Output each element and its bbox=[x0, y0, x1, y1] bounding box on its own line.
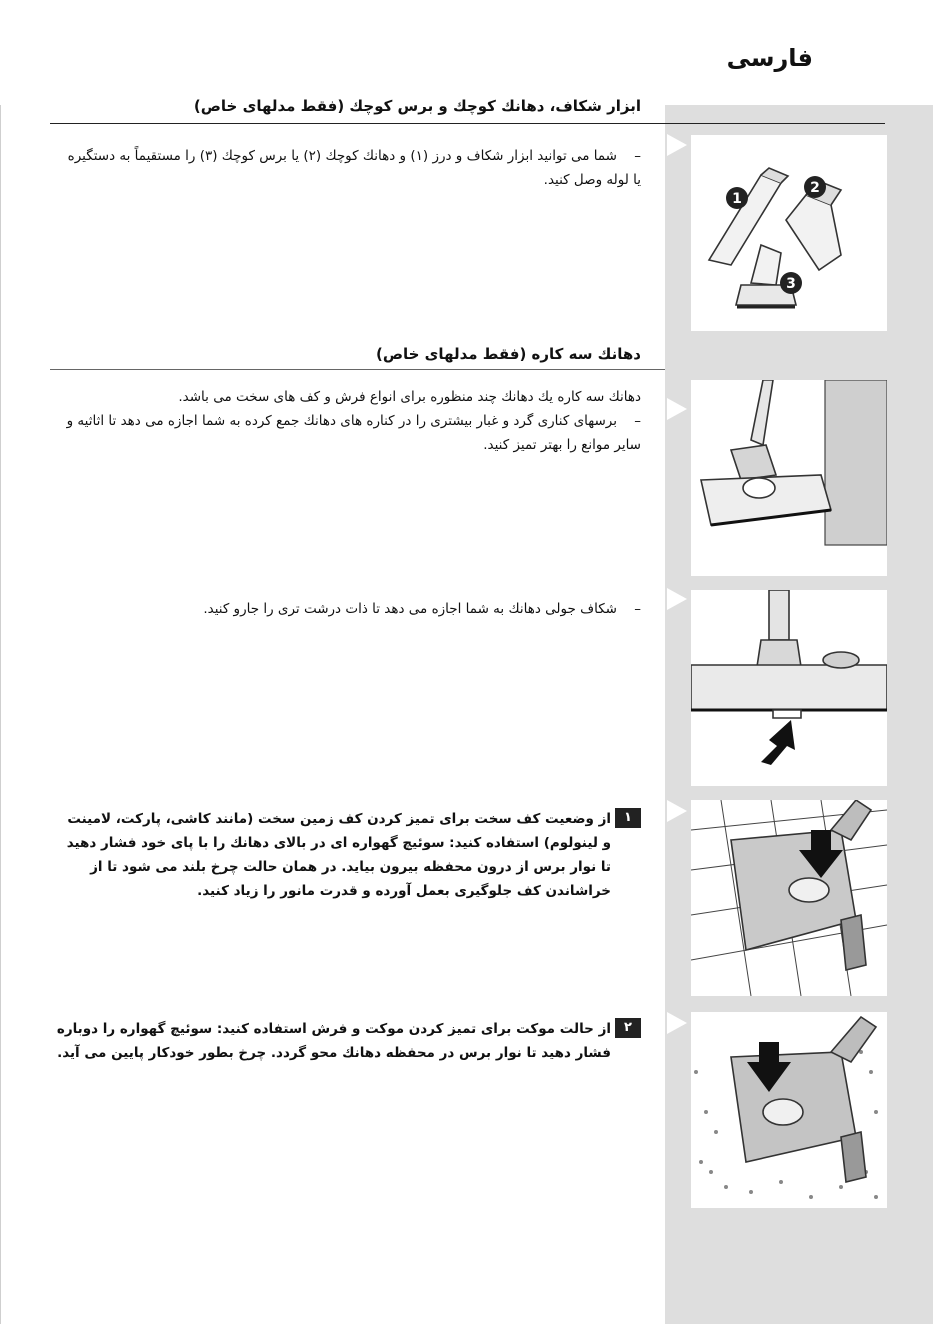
step1-text: از وضعیت كف سخت برای تمیز كردن كف زمین سخت (مانند كاشی، پاركت، لامینت و لینولوم) استفاده كنید: سوئیچ گهواره ای در بالای دهانك را با پای خود فشار دهید تا نوار برس از درون محفظه بیرون بیاید. در همان حالت چرخ بلند می شود تا از خراشاندن كف جلوگیری بعمل آورده و قدرت مانور را زیاد كنید. bbox=[66, 811, 611, 899]
language-title: فارسی bbox=[726, 44, 813, 72]
section2-bullet2 bbox=[66, 597, 641, 621]
bullet-dash: – bbox=[634, 148, 641, 164]
panel-pointer bbox=[667, 398, 687, 420]
step2-text: از حالت موكت برای تمیز كردن موكت و فرش استفاده كنید: سوئیچ گهواره را دوباره فشار دهید تا نوار برس در محفظه دهانك محو گردد. چرخ بطور خودكار پایین می آید. bbox=[56, 1021, 611, 1061]
hard-floor-illustration bbox=[691, 800, 887, 996]
section1-heading: ابزار شكاف، دهانك كوچك و برس كوچك (فقط مدلهای خاص) bbox=[193, 97, 641, 115]
nozzle-side-illustration bbox=[691, 380, 887, 576]
accessories-illustration bbox=[691, 135, 887, 331]
left-margin-line bbox=[0, 105, 1, 1324]
panel-pointer bbox=[667, 800, 687, 822]
section2-bullet1 bbox=[56, 409, 641, 457]
callout-1: 1 bbox=[732, 191, 742, 207]
nozzle-front-illustration bbox=[691, 590, 887, 786]
section2-intro: دهانك سه كاره یك دهانك چند منظوره برای انواع فرش و كف های سخت می باشد. bbox=[178, 389, 641, 405]
section2-rule bbox=[50, 369, 665, 370]
step1-number: ۱ bbox=[615, 808, 641, 828]
callout-3: 3 bbox=[786, 276, 796, 292]
bullet-dash: – bbox=[634, 413, 641, 429]
section2-heading: دهانك سه كاره (فقط مدلهای خاص) bbox=[375, 345, 641, 363]
section1-bullet-text: شما می توانید ابزار شكاف و درز (۱) و دهانك كوچك (۲) یا برس كوچك (۳) را مستقیماً به دستگیره یا لوله وصل كنید. bbox=[67, 148, 641, 188]
section2-bullet1-text: برسهای كناری گرد و غبار بیشتری را در كناره های دهانك جمع كرده به شما اجازه می دهد تا اثاثیه و سایر موانع را بهتر تمیز كنید. bbox=[66, 413, 641, 453]
callout-2: 2 bbox=[810, 180, 820, 196]
section1-bullet bbox=[66, 144, 641, 192]
carpet-illustration bbox=[691, 1012, 887, 1208]
panel-pointer bbox=[667, 1012, 687, 1034]
section1-rule bbox=[50, 123, 885, 124]
panel-pointer bbox=[667, 588, 687, 610]
bullet-dash: – bbox=[634, 601, 641, 617]
step2-number: ۲ bbox=[615, 1018, 641, 1038]
section2-bullet2-text: شكاف جولی دهانك به شما اجازه می دهد تا ذات درشت تری را جارو كنید. bbox=[203, 601, 617, 617]
panel-pointer bbox=[667, 134, 687, 156]
